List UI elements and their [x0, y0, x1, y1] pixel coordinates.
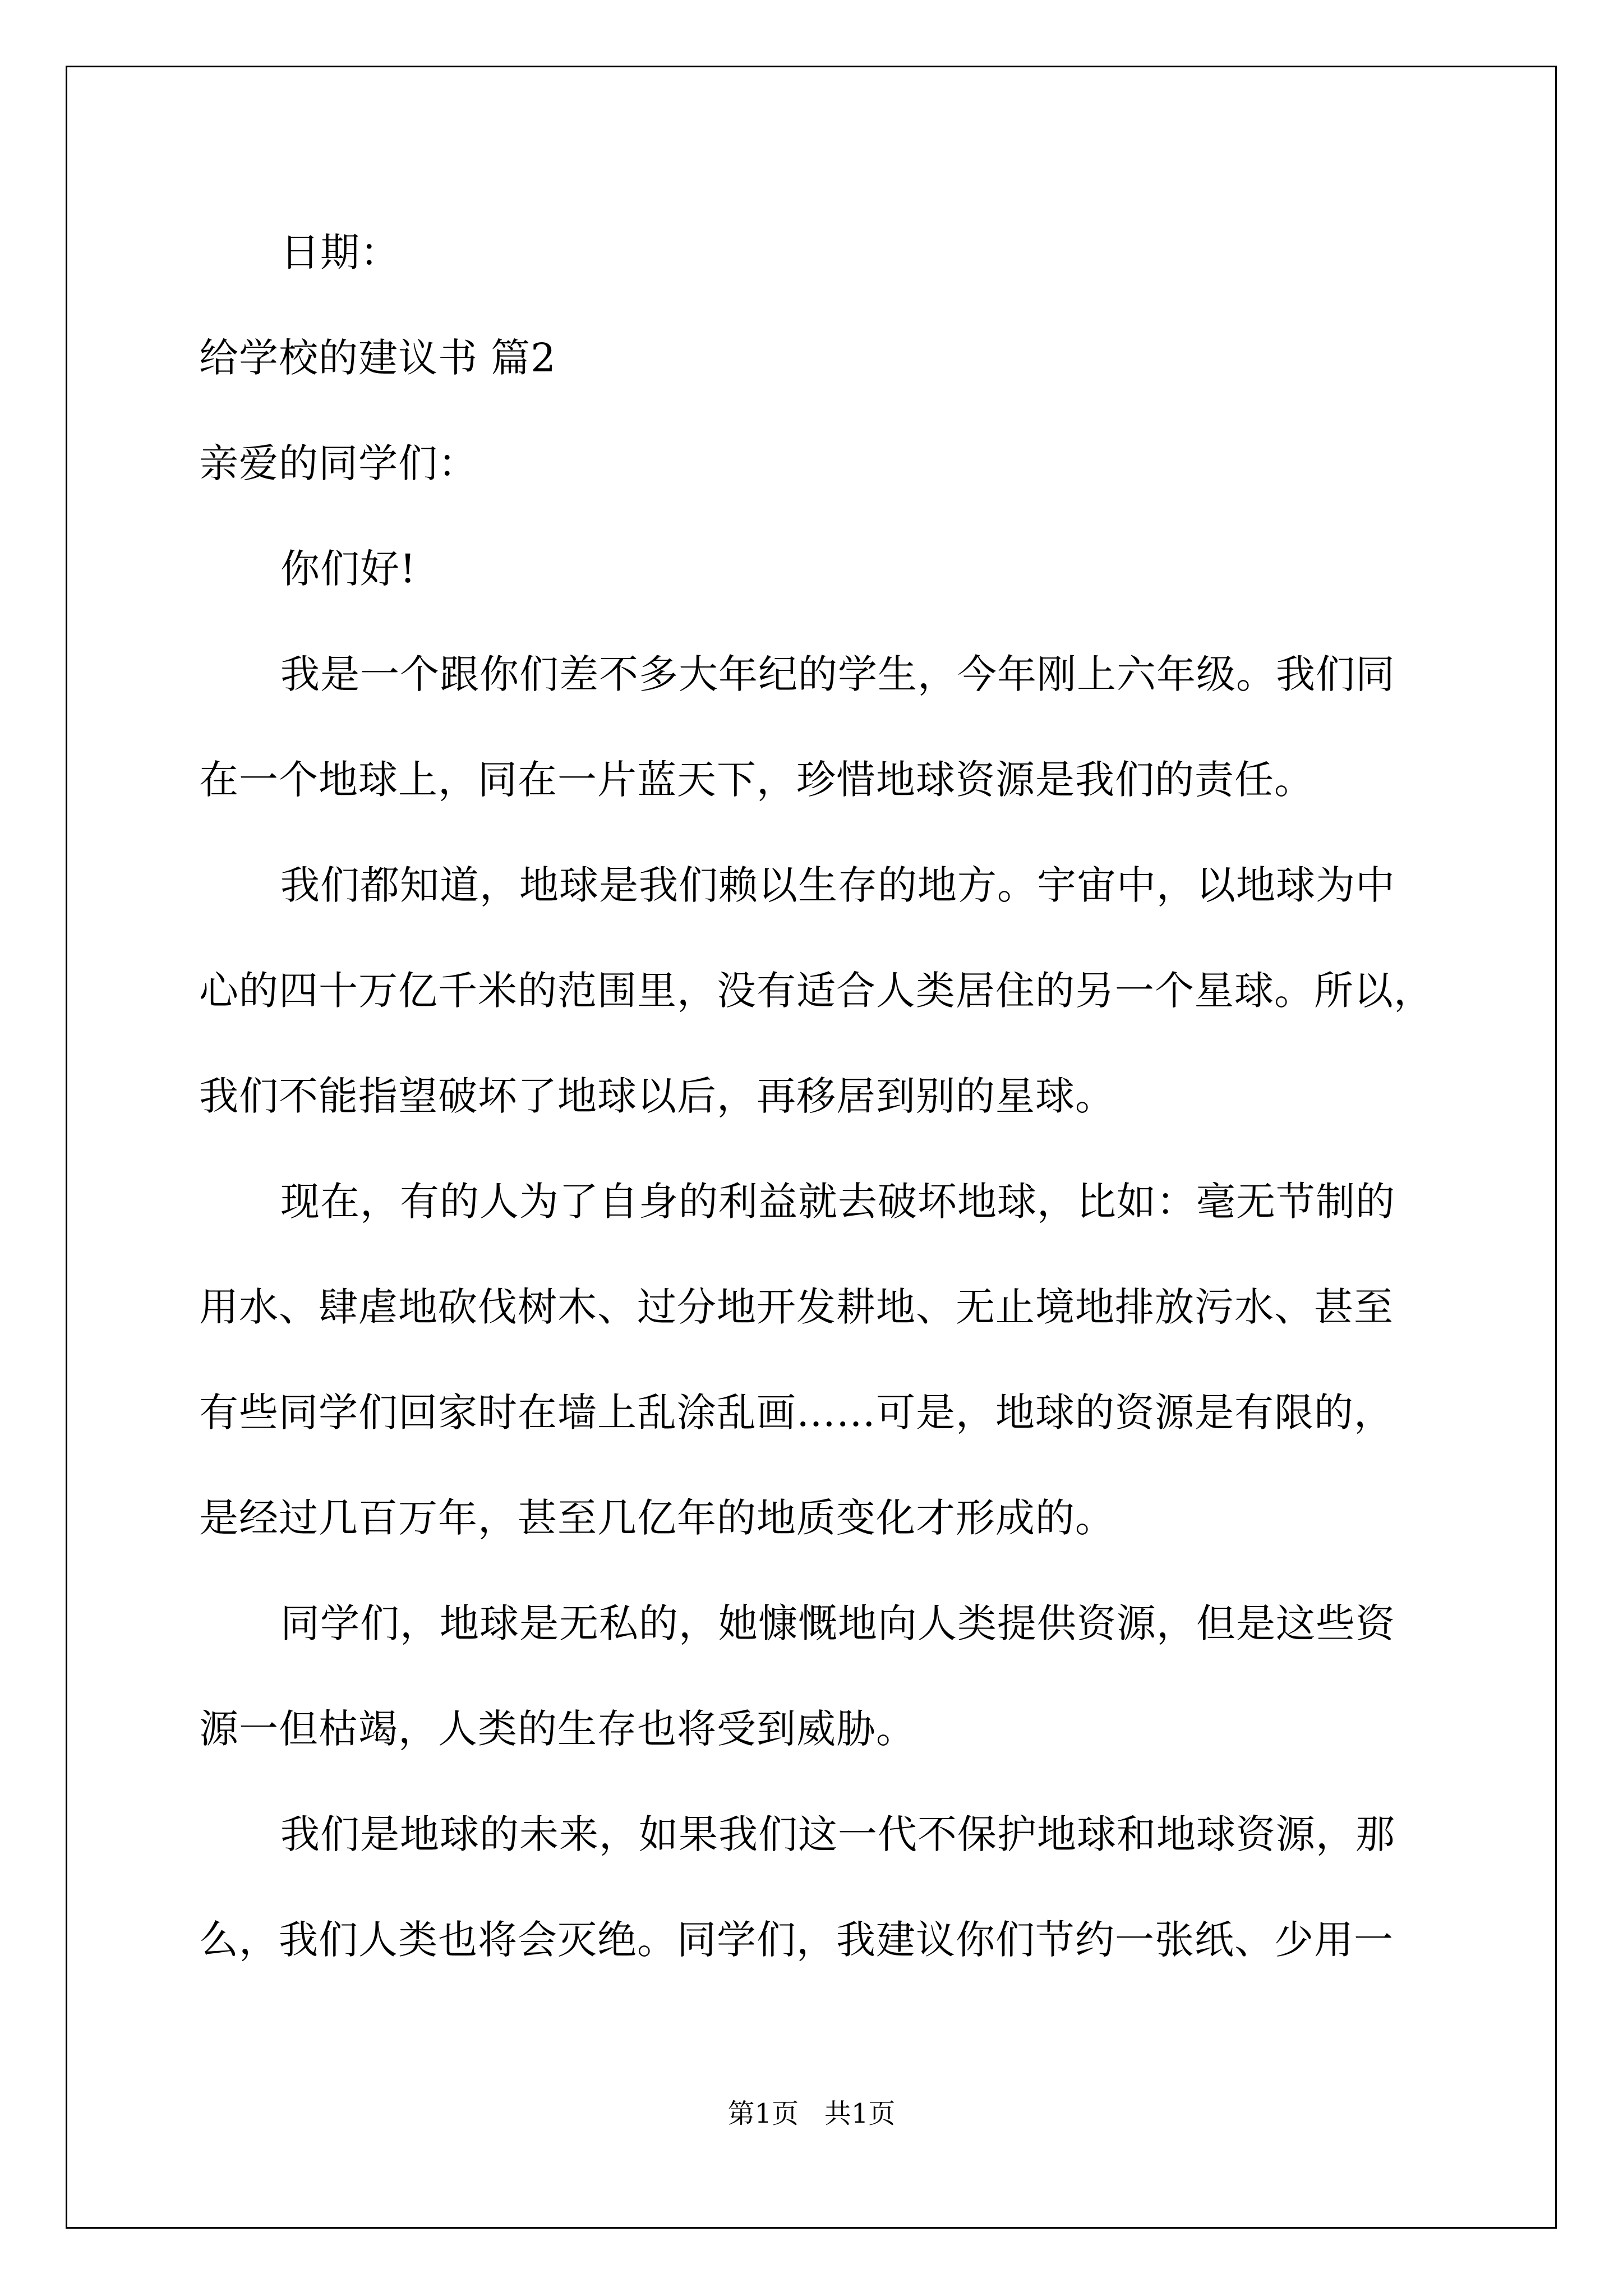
paragraph-line: 用水、肆虐地砍伐树木、过分地开发耕地、无止境地排放污水、甚至: [199, 1284, 1394, 1330]
paragraph-line: 现在，有的人为了自身的利益就去破坏地球，比如：毫无节制的: [280, 1179, 1395, 1225]
page-border: [66, 66, 1557, 2229]
paragraph-line: 我们是地球的未来，如果我们这一代不保护地球和地球资源，那: [280, 1811, 1395, 1857]
page-number-footer: 第1页 共1页: [727, 2098, 896, 2129]
paragraph-line: 同学们，地球是无私的，她慷慨地向人类提供资源，但是这些资: [280, 1600, 1395, 1646]
greeting: 你们好!: [280, 546, 417, 592]
paragraph-line: 心的四十万亿千米的范围里，没有适合人类居住的另一个星球。所以，: [199, 968, 1433, 1014]
paragraph-line: 在一个地球上，同在一片蓝天下，珍惜地球资源是我们的责任。: [199, 757, 1314, 803]
paragraph-line: 源一但枯竭，人类的生存也将受到威胁。: [199, 1706, 916, 1752]
paragraph-line: 我是一个跟你们差不多大年纪的学生，今年刚上六年级。我们同: [280, 651, 1395, 697]
date-label: 日期：: [280, 229, 400, 275]
paragraph-line: 我们都知道，地球是我们赖以生存的地方。宇宙中，以地球为中: [280, 862, 1395, 908]
paragraph-line: 么，我们人类也将会灭绝。同学们，我建议你们节约一张纸、少用一: [199, 1917, 1394, 1963]
section-title: 给学校的建议书 篇2: [199, 335, 556, 381]
paragraph-line: 我们不能指望破坏了地球以后，再移居到别的星球。: [199, 1073, 1115, 1119]
paragraph-line: 有些同学们回家时在墙上乱涂乱画……可是，地球的资源是有限的，: [199, 1389, 1394, 1435]
paragraph-line: 是经过几百万年，甚至几亿年的地质变化才形成的。: [199, 1495, 1115, 1541]
salutation: 亲爱的同学们：: [199, 440, 478, 486]
